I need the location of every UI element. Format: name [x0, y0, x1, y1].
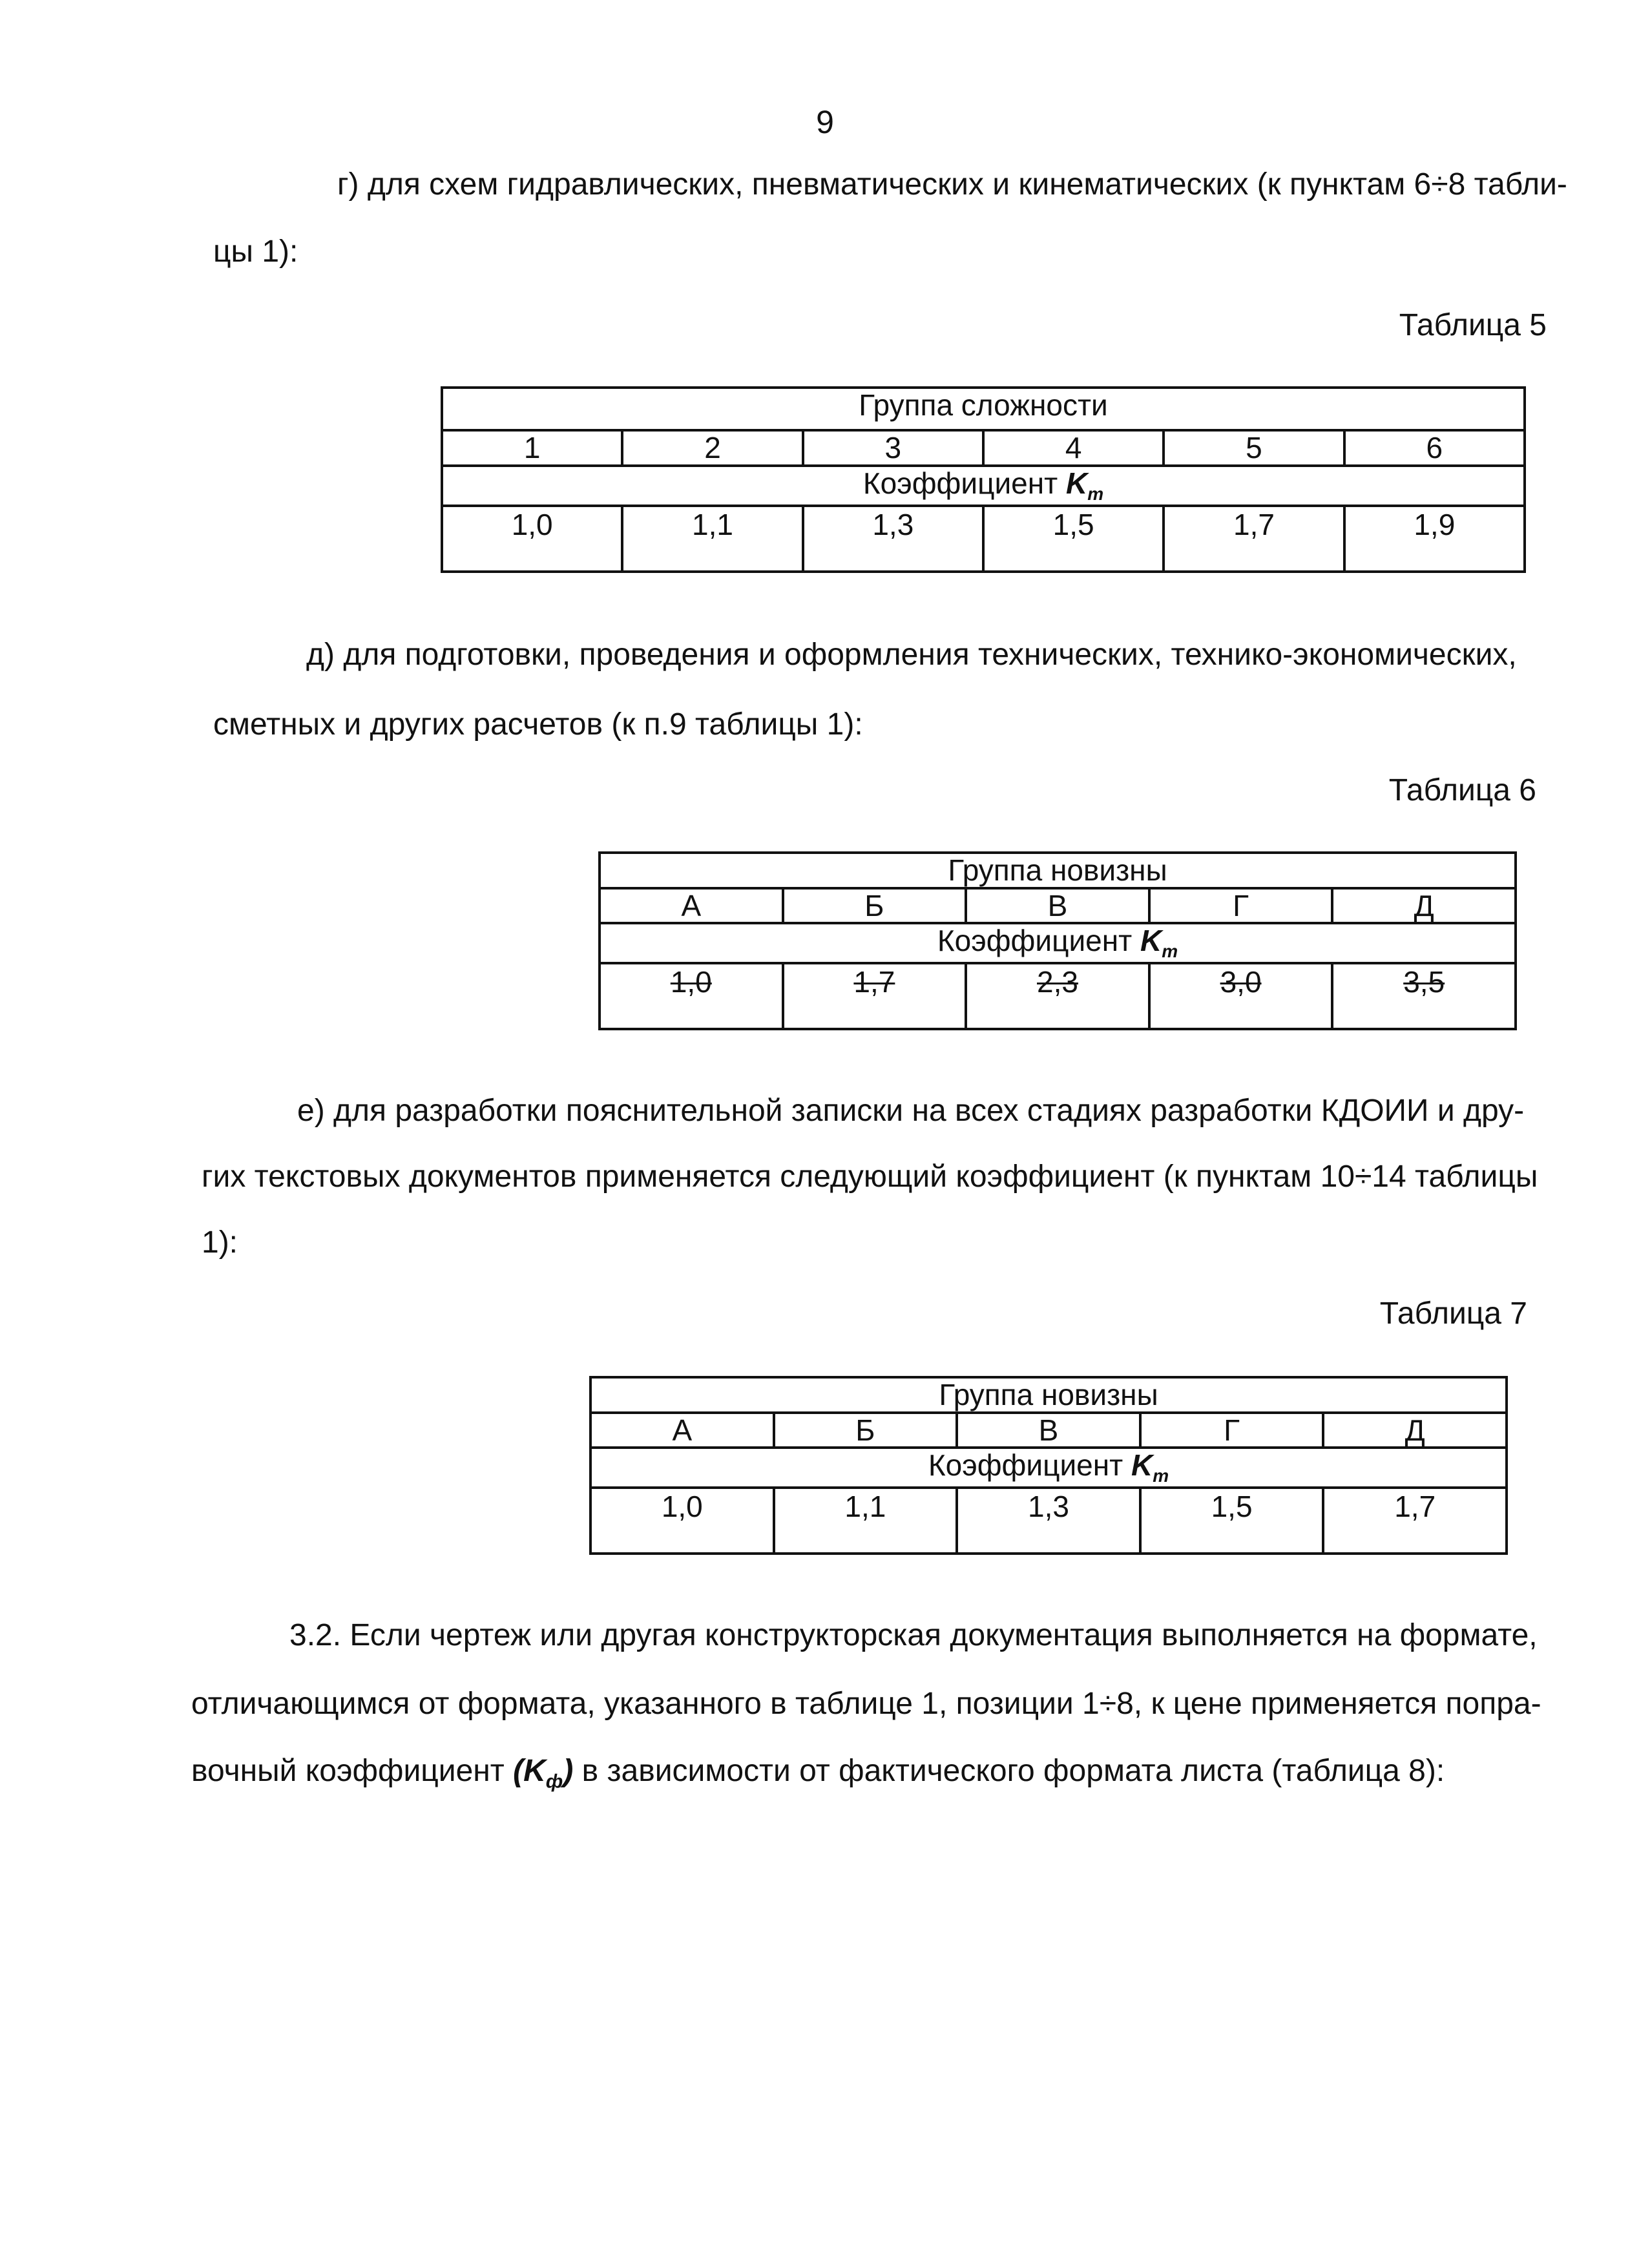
- table7: [589, 1376, 1508, 1555]
- section-d-line-2: сметных и других расчетов (к п.9 таблицы 1):: [213, 707, 863, 742]
- table5-value-cell: 1,9: [1344, 506, 1525, 572]
- coef-label: Коэффициент: [937, 924, 1133, 958]
- section-e-line-3: 1):: [202, 1225, 238, 1260]
- table5-value-cell: 1,5: [983, 506, 1164, 572]
- table7-value-cell: 1,5: [1140, 1488, 1324, 1554]
- table7-group-cell: Д: [1323, 1413, 1507, 1448]
- table5-value-cell: 1,1: [622, 506, 802, 572]
- table6-caption: Таблица 6: [1388, 773, 1536, 807]
- section-32-line-1: 3.2. Если чертеж или другая конструкторская документация выполняется на формате,: [289, 1618, 1538, 1652]
- table5-coef-header: [442, 466, 1525, 506]
- table6-group-cell: Д: [1332, 888, 1516, 924]
- page-number: 9: [816, 104, 834, 140]
- table7-value-cell: 1,0: [590, 1488, 774, 1554]
- table7-group-header: Группа новизны: [590, 1377, 1507, 1413]
- table7-value-cell: 1,7: [1323, 1488, 1507, 1554]
- section-d-line-1: д) для подготовки, проведения и оформления технических, технико-экономических,: [306, 638, 1517, 672]
- table6-value-cell-struck: 2,3: [966, 963, 1149, 1029]
- table6: [598, 851, 1517, 1030]
- table6-coef-header: [600, 923, 1516, 963]
- section-32-line-2: отличающимся от формата, указанного в таблице 1, позиции 1÷8, к цене применяется попра-: [191, 1687, 1541, 1721]
- table6-group-cell: Б: [783, 888, 966, 924]
- table6-value-cell-struck: 3,0: [1149, 963, 1333, 1029]
- table7-group-cell: А: [590, 1413, 774, 1448]
- table5-value-cell: 1,7: [1164, 506, 1344, 572]
- table5-group-cell: 2: [622, 430, 802, 466]
- table7-caption: Таблица 7: [1379, 1296, 1527, 1331]
- coef-symbol: $K_т$: [1131, 1448, 1169, 1486]
- section-e-line-2: гих текстовых документов применяется следующий коэффициент (к пунктам 10÷14 таблицы: [202, 1160, 1538, 1194]
- table5-group-cell: 1: [442, 430, 622, 466]
- table7-group-cell: Г: [1140, 1413, 1324, 1448]
- coef-label: Коэффициент: [928, 1448, 1123, 1483]
- table7-value-cell: 1,3: [957, 1488, 1140, 1554]
- table5-value-cell: 1,0: [442, 506, 622, 572]
- table7-group-cell: Б: [774, 1413, 957, 1448]
- table7-coef-header: [590, 1448, 1507, 1488]
- table6-value-cell-struck: 1,7: [783, 963, 966, 1029]
- section-e-line-1: е) для разработки пояснительной записки на всех стадиях разработки КДОИИ и дру-: [297, 1094, 1525, 1128]
- section-32-line-3: [191, 1756, 1445, 1792]
- table6-group-cell: В: [966, 888, 1149, 924]
- table7-group-cell: В: [957, 1413, 1140, 1448]
- section-32-line-3-end: в зависимости от фактического формата листа (таблица 8):: [581, 1754, 1445, 1788]
- table5-value-cell: 1,3: [803, 506, 983, 572]
- table5-group-cell: 5: [1164, 430, 1344, 466]
- coef-symbol: $(K_ф)$: [513, 1754, 574, 1793]
- coef-symbol: $K_т$: [1140, 924, 1178, 962]
- table6-value-cell-struck: 1,0: [600, 963, 783, 1029]
- table5: [441, 386, 1526, 573]
- table5-caption: Таблица 5: [1399, 308, 1547, 342]
- coef-symbol: $K_т$: [1065, 466, 1104, 504]
- table5-group-cell: 6: [1344, 430, 1525, 466]
- coef-label: Коэффициент: [862, 466, 1058, 500]
- table7-value-cell: 1,1: [774, 1488, 957, 1554]
- table5-group-cell: 4: [983, 430, 1164, 466]
- table5-group-header: Группа сложности: [442, 388, 1525, 430]
- section-32-line-3-start: вочный коэффициент: [191, 1754, 505, 1788]
- section-g-line-2: цы 1):: [213, 234, 298, 269]
- table6-group-header: Группа новизны: [600, 853, 1516, 888]
- table6-group-cell: А: [600, 888, 783, 924]
- table6-group-cell: Г: [1149, 888, 1333, 924]
- table5-group-cell: 3: [803, 430, 983, 466]
- section-g-line-1: г) для схем гидравлических, пневматических и кинематических (к пунктам 6÷8 табли-: [337, 167, 1567, 202]
- table6-value-cell-struck: 3,5: [1332, 963, 1516, 1029]
